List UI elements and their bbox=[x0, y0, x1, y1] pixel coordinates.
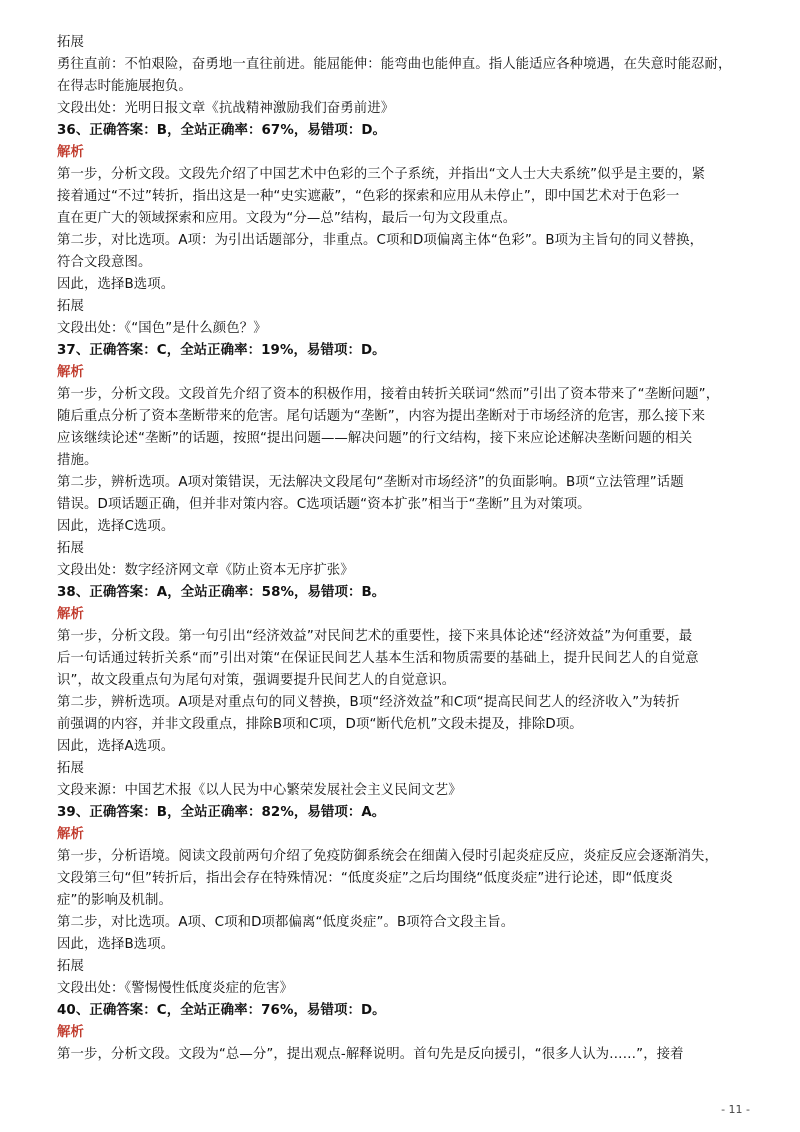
text-line: 识”，故文段重点句为尾句对策，强调要提升民间艺人的自觉意识。 bbox=[57, 673, 456, 688]
extension-label: 拓展 bbox=[57, 299, 84, 314]
text-line: 第一步，分析文段。文段首先介绍了资本的积极作用，接着由转折关联词“然而”引出了资本带来了“垄断问题”， bbox=[57, 387, 720, 402]
paragraph bbox=[57, 472, 748, 516]
text-line: 文段来源：中国艺术报《以人民为中心繁荣发展社会主义民间文艺》 bbox=[57, 783, 462, 798]
analysis-label: 解析 bbox=[57, 365, 84, 380]
analysis-label: 解析 bbox=[57, 145, 84, 160]
text-line: 文段出处：《“国色”是什么颜色？》 bbox=[57, 321, 267, 336]
paragraph bbox=[57, 1044, 748, 1066]
text-line: 文段出处：光明日报文章《抗战精神激励我们奋勇前进》 bbox=[57, 101, 395, 116]
paragraph bbox=[57, 230, 748, 274]
text-line: 第一步，分析文段。第一句引出“经济效益”对民间艺术的重要性，接下来具体论述“经济效益”为何重要，最 bbox=[57, 629, 693, 644]
analysis-label: 解析 bbox=[57, 607, 84, 622]
text-line: 后一句话通过转折关系“而”引出对策“在保证民间艺人基本生活和物质需要的基础上，提升民间艺人的自觉意 bbox=[57, 651, 699, 666]
text-line: 第二步，对比选项。A项、C项和D项都偏离“低度炎症”。B项符合文段主旨。 bbox=[57, 915, 515, 930]
extension-label: 拓展 bbox=[57, 35, 84, 50]
paragraph bbox=[57, 692, 748, 736]
text-line: 前强调的内容，并非文段重点，排除B项和C项，D项“断代危机”文段未提及，排除D项。 bbox=[57, 717, 583, 732]
extension-label: 拓展 bbox=[57, 959, 84, 974]
text-line: 第一步，分析文段。文段为“总—分”，提出观点-解释说明。首句先是反向援引，“很多人认为……”，接着 bbox=[57, 1047, 684, 1062]
text-line: 勇往直前：不怕艰险，奋勇地一直往前进。能屈能伸：能弯曲也能伸直。指人能适应各种境遇，在失意时能忍耐， bbox=[57, 57, 732, 72]
text-line: 直在更广大的领域探索和应用。文段为“分—总”结构，最后一句为文段重点。 bbox=[57, 211, 517, 226]
paragraph bbox=[57, 780, 748, 802]
text-line: 症”的影响及机制。 bbox=[57, 893, 172, 908]
paragraph bbox=[57, 274, 748, 296]
text-line: 第二步，对比选项。A项：为引出话题部分，非重点。C项和D项偏离主体“色彩”。B项为主旨句的同义替换， bbox=[57, 233, 704, 248]
text-line: 接着通过“不过”转折，指出这是一种“史实遮蔽”，“色彩的探索和应用从未停止”，即中国艺术对于色彩一 bbox=[57, 189, 680, 204]
text-line: 应该继续论述“垄断”的话题，按照“提出问题——解决问题”的行文结构，接下来应论述解决垄断问题的相关 bbox=[57, 431, 693, 446]
paragraph bbox=[57, 934, 748, 956]
text-line: 第一步，分析语境。阅读文段前两句介绍了免疫防御系统会在细菌入侵时引起炎症反应，炎症反应会逐渐消失， bbox=[57, 849, 719, 864]
text-line: 因此，选择B选项。 bbox=[57, 277, 175, 292]
text-line: 因此，选择B选项。 bbox=[57, 937, 175, 952]
paragraph bbox=[57, 626, 748, 692]
text-line: 措施。 bbox=[57, 453, 98, 468]
paragraph bbox=[57, 164, 748, 230]
text-line: 因此，选择C选项。 bbox=[57, 519, 175, 534]
answer-heading: 36、正确答案：B，全站正确率：67%，易错项：D。 bbox=[57, 123, 387, 138]
analysis-label: 解析 bbox=[57, 1025, 84, 1040]
answer-heading: 40、正确答案：C，全站正确率：76%，易错项：D。 bbox=[57, 1003, 386, 1018]
paragraph bbox=[57, 978, 748, 1000]
text-line: 第二步，辨析选项。A项是对重点句的同义替换，B项“经济效益”和C项“提高民间艺人的经济收入”为转折 bbox=[57, 695, 680, 710]
text-line: 第二步，辨析选项。A项对策错误，无法解决文段尾句“垄断对市场经济”的负面影响。B项“立法管理”话题 bbox=[57, 475, 684, 490]
extension-label: 拓展 bbox=[57, 761, 84, 776]
paragraph bbox=[57, 384, 748, 472]
answer-heading: 38、正确答案：A，全站正确率：58%，易错项：B。 bbox=[57, 585, 386, 600]
paragraph bbox=[57, 516, 748, 538]
text-line: 错误。D项话题正确，但并非对策内容。C选项话题“资本扩张”相当于“垄断”且为对策项。 bbox=[57, 497, 591, 512]
paragraph bbox=[57, 318, 748, 340]
text-line: 文段第三句“但”转折后，指出会存在特殊情况：“低度炎症”之后均围绕“低度炎症”进行论述，即“低度炎 bbox=[57, 871, 673, 886]
document-body bbox=[57, 32, 748, 1066]
answer-heading: 37、正确答案：C，全站正确率：19%，易错项：D。 bbox=[57, 343, 386, 358]
paragraph bbox=[57, 54, 748, 98]
text-line: 在得志时能施展抱负。 bbox=[57, 79, 192, 94]
paragraph bbox=[57, 846, 748, 912]
paragraph bbox=[57, 736, 748, 758]
paragraph bbox=[57, 98, 748, 120]
page-number: - 11 - bbox=[721, 1103, 750, 1116]
text-line: 随后重点分析了资本垄断带来的危害。尾句话题为“垄断”，内容为提出垄断对于市场经济的危害，那么接下来 bbox=[57, 409, 706, 424]
extension-label: 拓展 bbox=[57, 541, 84, 556]
text-line: 第一步，分析文段。文段先介绍了中国艺术中色彩的三个子系统，并指出“文人士大夫系统”似乎是主要的，紧 bbox=[57, 167, 706, 182]
paragraph bbox=[57, 912, 748, 934]
text-line: 符合文段意图。 bbox=[57, 255, 152, 270]
answer-heading: 39、正确答案：B，全站正确率：82%，易错项：A。 bbox=[57, 805, 386, 820]
paragraph bbox=[57, 560, 748, 582]
text-line: 文段出处：数字经济网文章《防止资本无序扩张》 bbox=[57, 563, 354, 578]
text-line: 因此，选择A选项。 bbox=[57, 739, 175, 754]
text-line: 文段出处：《警惕慢性低度炎症的危害》 bbox=[57, 981, 294, 996]
analysis-label: 解析 bbox=[57, 827, 84, 842]
